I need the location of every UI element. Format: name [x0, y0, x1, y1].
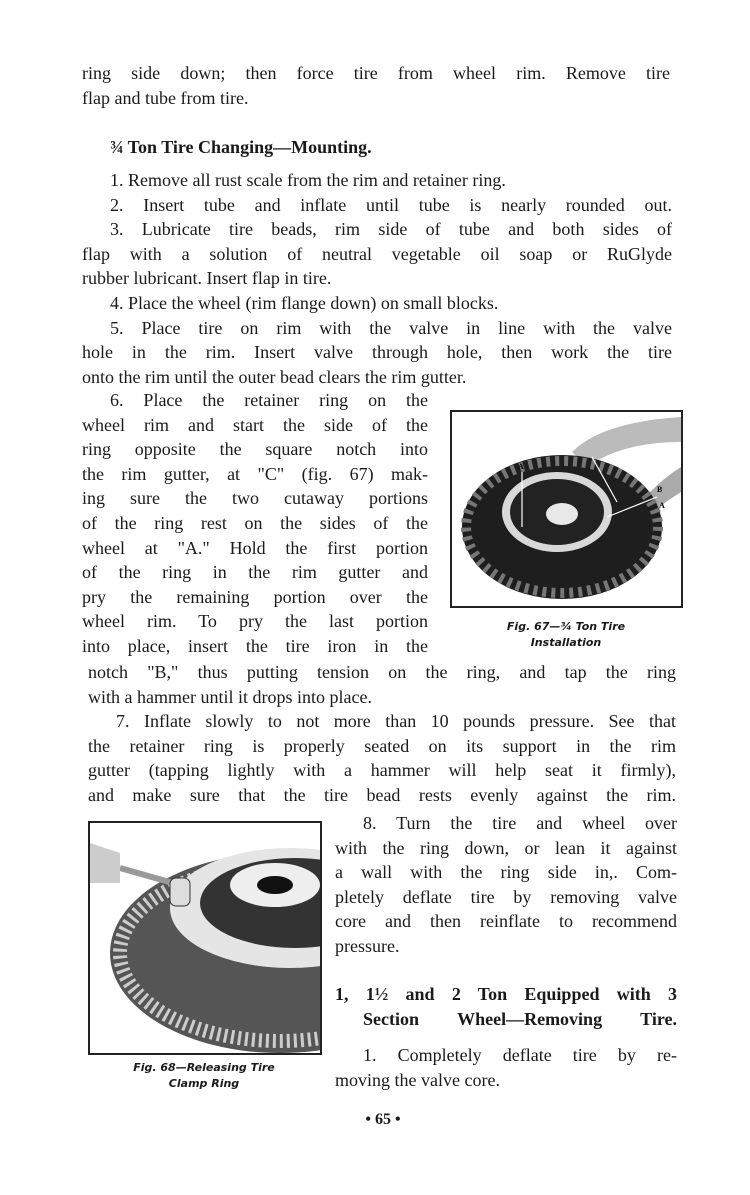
text-line: core and then reinflate to recommend	[335, 911, 677, 932]
text-line: 4. Place the wheel (rim flange down) on small blocks.	[110, 292, 499, 313]
text-line: notch "B," thus putting tension on the ring, and tap the ring	[88, 662, 676, 682]
text-line: the rim gutter, at "C" (fig. 67) mak-	[82, 463, 428, 484]
step-6	[82, 388, 428, 659]
text-line: wheel rim and start the side of the	[82, 414, 428, 435]
text-line: rubber lubricant. Insert flap in tire.	[82, 268, 332, 289]
figure-67-caption	[452, 619, 680, 651]
text-line: onto the rim until the outer bead clears the rim gutter.	[82, 366, 467, 387]
label-a: A	[518, 462, 524, 471]
figure-68-releasing-clamp-ring	[88, 821, 322, 1055]
caption-line-2: Installation	[530, 636, 602, 649]
step-1-removing	[335, 1043, 677, 1092]
figure-67-tire-installation	[450, 410, 683, 608]
caption-line-1: Fig. 67—¾ Ton Tire	[506, 620, 626, 633]
text-line: pletely deflate tire by removing valve	[335, 886, 677, 907]
label-b: B	[657, 485, 663, 494]
text-line: of the ring rest on the sides of the	[82, 512, 428, 533]
text-line: gutter (tapping lightly with a hammer will help seat it firmly),	[88, 760, 676, 781]
text-line: a wall with the ring side in,. Com-	[335, 862, 677, 883]
caption-line-1: Fig. 68—Releasing Tire	[133, 1061, 275, 1074]
text-line: 5. Place tire on rim with the valve in line with the valve	[110, 317, 672, 338]
steps-1-to-5	[82, 168, 672, 389]
step-7	[88, 709, 676, 807]
text-line: with a hammer until it drops into place.	[88, 686, 372, 707]
tire-hammer-illustration	[90, 823, 320, 1053]
text-line: into place, insert the tire iron in the	[82, 635, 428, 656]
text-line: wheel rim. To pry the last portion	[82, 611, 428, 632]
page-number: • 65 •	[365, 1111, 401, 1128]
text-line: ¾ Ton Tire Changing—Mounting.	[110, 137, 372, 157]
step-8	[335, 811, 677, 959]
text-line: ring opposite the square notch into	[82, 439, 428, 460]
section-heading-1-2-ton	[335, 982, 677, 1031]
text-line: the retainer ring is properly seated on its support in the rim	[88, 735, 676, 756]
label-a-2: A	[659, 501, 665, 510]
step-6-continued	[88, 660, 676, 709]
text-line: wheel at "A." Hold the first portion	[82, 537, 428, 558]
text-line: 2. Insert tube and inflate until tube is nearly rounded out.	[110, 194, 672, 215]
text-line: ring side down; then force tire from wheel rim. Remove tire	[82, 63, 670, 83]
text-line: flap and tube from tire.	[82, 87, 249, 108]
text-line: and make sure that the tire bead rests evenly against the rim.	[88, 784, 676, 805]
text-line: 8. Turn the tire and wheel over	[363, 813, 677, 833]
text-line: ing sure the two cutaway portions	[82, 488, 428, 509]
text-line: pry the remaining portion over the	[82, 586, 428, 607]
text-line: of the ring in the rim gutter and	[82, 562, 428, 583]
text-line: flap with a solution of neutral vegetable oil soap or RuGlyde	[82, 243, 672, 264]
text-line: hole in the rim. Insert valve through hole, then work the tire	[82, 342, 672, 363]
text-line: Section Wheel—Removing Tire.	[363, 1008, 677, 1029]
section-heading-three-quarter-ton	[110, 135, 670, 160]
tire-illustration	[452, 412, 681, 606]
text-line: 3. Lubricate tire beads, rim side of tube and both sides of	[110, 219, 672, 240]
paragraph-removal-end	[82, 61, 670, 110]
text-line: 1, 1½ and 2 Ton Equipped with 3	[335, 984, 677, 1004]
caption-line-2: Clamp Ring	[168, 1077, 240, 1090]
text-line: pressure.	[335, 935, 400, 956]
text-line: 1. Completely deflate tire by re-	[363, 1045, 677, 1065]
text-line: 1. Remove all rust scale from the rim and retainer ring.	[110, 170, 506, 190]
text-line: 6. Place the retainer ring on the	[110, 390, 428, 410]
text-line: with the ring down, or lean it against	[335, 837, 677, 858]
text-line: 7. Inflate slowly to not more than 10 pounds pressure. See that	[116, 711, 676, 731]
text-line: moving the valve core.	[335, 1069, 500, 1090]
figure-68-caption	[90, 1060, 318, 1092]
